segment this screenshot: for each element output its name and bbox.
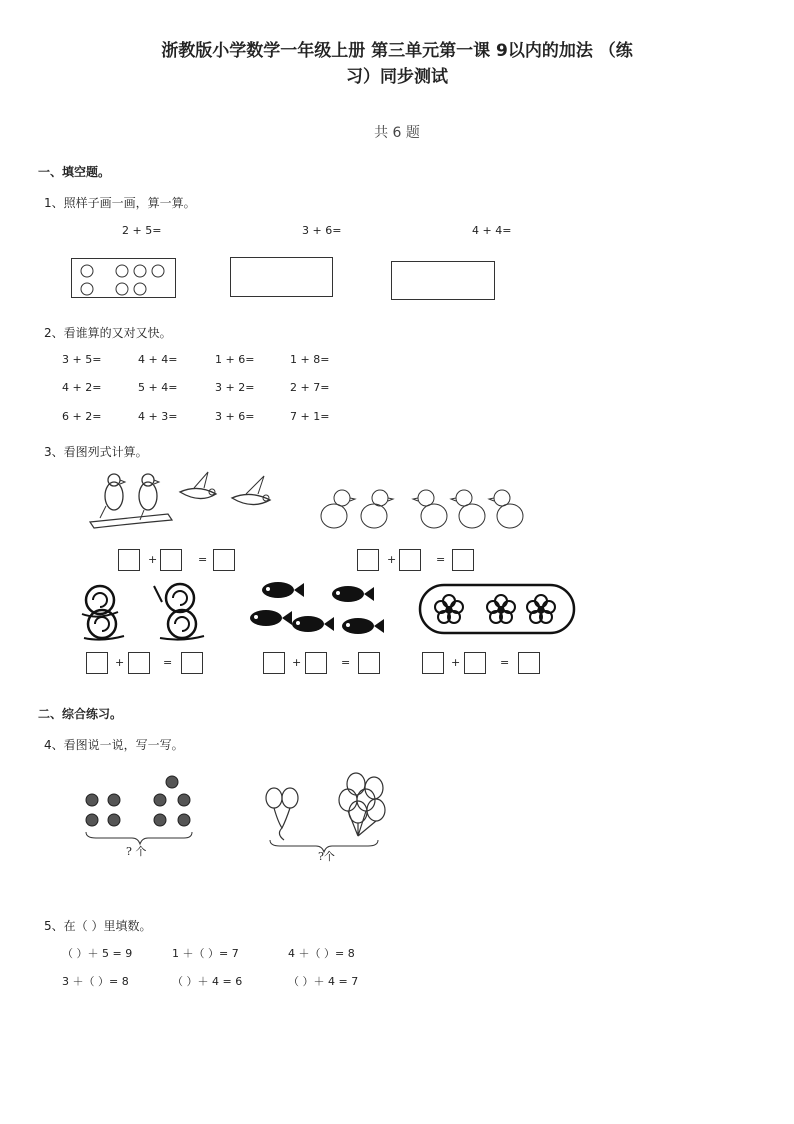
chick-icon xyxy=(413,490,447,528)
q2-r3-c3: 3 + 6= xyxy=(215,410,255,423)
plus-sign: + xyxy=(148,553,158,566)
q4-label-2: ?个 xyxy=(318,850,335,863)
circle-icon xyxy=(81,265,93,277)
equals-sign: = xyxy=(436,553,446,566)
q5-r1-c2: 1 ＋（ ）= 7 xyxy=(172,947,239,960)
balloon-icon xyxy=(282,788,298,808)
q4-label-1: ? 个 xyxy=(126,845,147,858)
q1-expr-1: 2 + 5= xyxy=(122,224,162,237)
flower-icon xyxy=(435,595,463,623)
balloons-picture xyxy=(262,770,390,854)
answer-box[interactable] xyxy=(305,652,327,674)
chick-icon xyxy=(361,490,393,528)
answer-box[interactable] xyxy=(357,549,379,571)
balloon-icon xyxy=(347,773,365,795)
answer-box[interactable] xyxy=(358,652,380,674)
circle-icon xyxy=(116,283,128,295)
q2-r2-c4: 2 + 7= xyxy=(290,381,330,394)
flower-icon xyxy=(527,595,555,623)
snails-picture xyxy=(78,580,212,642)
answer-box[interactable] xyxy=(452,549,474,571)
ball-icon xyxy=(178,794,190,806)
q2-r3-c4: 7 + 1= xyxy=(290,410,330,423)
q2-r2-c3: 3 + 2= xyxy=(215,381,255,394)
page-title-line2: 习）同步测试 xyxy=(346,67,448,87)
q2-r2-c2: 5 + 4= xyxy=(138,381,178,394)
chick-icon xyxy=(489,490,523,528)
q2-r3-c1: 6 + 2= xyxy=(62,410,102,423)
ball-icon xyxy=(178,814,190,826)
ball-icon xyxy=(108,814,120,826)
circle-icon xyxy=(134,265,146,277)
answer-box[interactable] xyxy=(181,652,203,674)
balloon-icon xyxy=(266,788,282,808)
plus-sign: + xyxy=(292,656,302,669)
q4-prompt: 4、看图说一说，写一写。 xyxy=(44,738,184,752)
answer-box[interactable] xyxy=(128,652,150,674)
bird-icon xyxy=(100,474,125,518)
fish-icon xyxy=(292,616,334,632)
answer-box[interactable] xyxy=(160,549,182,571)
plus-sign: + xyxy=(451,656,461,669)
section-2-heading: 二、综合练习。 xyxy=(38,707,123,721)
plus-sign: + xyxy=(387,553,397,566)
answer-box[interactable] xyxy=(118,549,140,571)
circle-icon xyxy=(116,265,128,277)
circle-icon xyxy=(81,283,93,295)
bird-icon xyxy=(232,476,270,505)
q2-r3-c2: 4 + 3= xyxy=(138,410,178,423)
answer-box[interactable] xyxy=(399,549,421,571)
equals-sign: = xyxy=(198,553,208,566)
equals-sign: = xyxy=(341,656,351,669)
answer-box[interactable] xyxy=(422,652,444,674)
section-1-heading: 一、填空题。 xyxy=(38,165,111,179)
flowers-picture xyxy=(419,584,575,634)
q5-r2-c3: （ ）＋ 4 = 7 xyxy=(288,975,359,988)
answer-box[interactable] xyxy=(464,652,486,674)
balloon-icon xyxy=(339,789,357,811)
answer-box[interactable] xyxy=(518,652,540,674)
fish-icon xyxy=(250,610,292,626)
q5-r1-c1: （ ）＋ 5 = 9 xyxy=(62,947,133,960)
snail-icon xyxy=(160,610,204,640)
answer-box[interactable] xyxy=(263,652,285,674)
q2-r1-c4: 1 + 8= xyxy=(290,353,330,366)
answer-box[interactable] xyxy=(213,549,235,571)
q1-expr-3: 4 + 4= xyxy=(472,224,512,237)
branch xyxy=(90,514,172,528)
q2-r1-c3: 1 + 6= xyxy=(215,353,255,366)
q5-r1-c3: 4 ＋（ ）= 8 xyxy=(288,947,355,960)
answer-box[interactable] xyxy=(86,652,108,674)
q5-prompt: 5、在（ ）里填数。 xyxy=(44,919,152,933)
q3-prompt: 3、看图列式计算。 xyxy=(44,445,148,459)
q5-r2-c2: （ ）＋ 4 = 6 xyxy=(172,975,243,988)
fish-icon xyxy=(342,618,384,634)
ball-icon xyxy=(154,814,166,826)
birds-picture xyxy=(88,470,280,542)
ball-icon xyxy=(86,794,98,806)
snail-icon xyxy=(82,586,118,617)
fish-icon xyxy=(332,586,374,602)
fish-picture xyxy=(246,576,386,642)
example-box xyxy=(71,258,176,298)
draw-box-2[interactable] xyxy=(230,257,333,297)
snail-icon xyxy=(154,584,194,612)
question-count: 共 6 题 xyxy=(374,125,420,141)
q1-expr-2: 3 + 6= xyxy=(302,224,342,237)
circle-icon xyxy=(152,265,164,277)
chick-icon xyxy=(321,490,355,528)
q5-r2-c1: 3 ＋（ ）= 8 xyxy=(62,975,129,988)
q2-prompt: 2、看谁算的又对又快。 xyxy=(44,326,172,340)
oval-frame xyxy=(420,585,574,633)
page-title-line1: 浙教版小学数学一年级上册 第三单元第一课 9以内的加法 （练 xyxy=(161,41,633,61)
circle-icon xyxy=(134,283,146,295)
chicks-picture xyxy=(318,486,530,534)
equals-sign: = xyxy=(163,656,173,669)
chick-icon xyxy=(451,490,485,528)
q2-r1-c2: 4 + 4= xyxy=(138,353,178,366)
example-circles xyxy=(72,259,177,299)
flower-icon xyxy=(487,595,515,623)
q1-prompt: 1、照样子画一画，算一算。 xyxy=(44,196,196,210)
equals-sign: = xyxy=(500,656,510,669)
ball-icon xyxy=(108,794,120,806)
ball-icon xyxy=(86,814,98,826)
fish-icon xyxy=(262,582,304,598)
bird-icon xyxy=(180,472,216,499)
plus-sign: + xyxy=(115,656,125,669)
ball-icon xyxy=(154,794,166,806)
draw-box-3[interactable] xyxy=(391,261,495,300)
ball-icon xyxy=(166,776,178,788)
q2-r2-c1: 4 + 2= xyxy=(62,381,102,394)
bird-icon xyxy=(139,474,159,520)
q2-r1-c1: 3 + 5= xyxy=(62,353,102,366)
